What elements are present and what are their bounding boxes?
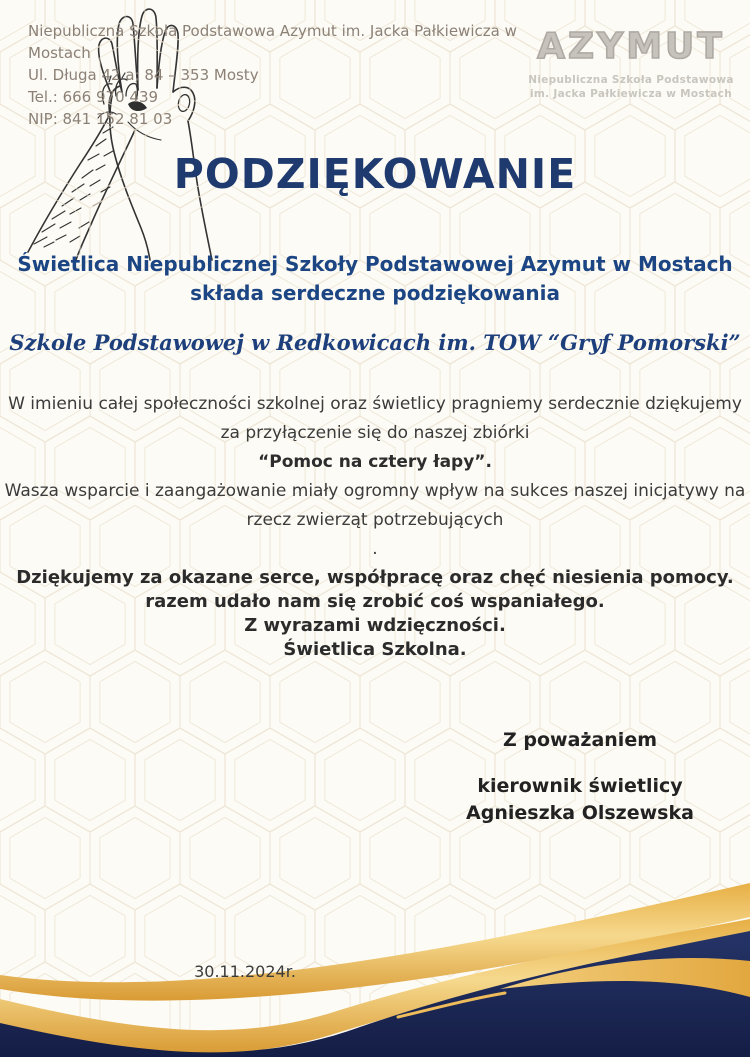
school-logo [524, 26, 738, 101]
body-line3: Wasza wsparcie i zaangażowanie miały ogromny wpływ na sukces naszej inicjatywy na [4, 481, 746, 501]
body-line4: rzecz zwierząt potrzebujących [246, 510, 504, 530]
intro-line1: Świetlica Niepublicznej Szkoły Podstawowej Azymut w Mostach [17, 252, 733, 276]
campaign-name: “Pomoc na cztery łapy”. [258, 452, 492, 472]
signer-role: kierownik świetlicy [477, 775, 683, 797]
thanks-line1: Dziękujemy za okazane serce, współpracę oraz chęć niesienia pomocy. [16, 567, 734, 588]
body-line1: W imieniu całej społeczności szkolnej oraz świetlicy pragniemy serdecznie dziękujemy [8, 394, 742, 414]
logo-subtitle-line2: im. Jacka Pałkiewicza w Mostach [530, 88, 732, 100]
document-date: 30.11.2024r. [194, 962, 296, 981]
logo-wordmark: AZYMUT [537, 26, 725, 67]
intro-line2: składa serdeczne podziękowania [190, 281, 560, 305]
school-phone-line: Tel.: 666 970 439 [28, 88, 159, 106]
page-title: PODZIĘKOWANIE [173, 150, 577, 198]
recipient-name: Szkole Podstawowej w Redkowicach im. TOW “Gryf Pomorski” [9, 330, 741, 355]
school-address-line: Ul. Długa 42 a; 84 – 353 Mosty [28, 66, 259, 84]
body-line2: za przyłączenie się do naszej zbiórki [220, 423, 530, 443]
thanks-paragraph [0, 566, 750, 662]
thanks-line3: Z wyrazami wdzięczności. [244, 615, 506, 636]
salutation: Z poważaniem [502, 729, 658, 751]
signer-name: Agnieszka Olszewska [466, 802, 694, 824]
school-nip-line: NIP: 841 152 81 03 [28, 110, 173, 128]
intro-paragraph [0, 250, 750, 308]
bottom-wave-decoration [0, 827, 750, 1057]
school-name-line: Niepubliczna Szkoła Podstawowa Azymut im. Jacka Pałkiewicza w Mostach [28, 22, 517, 62]
stray-dot: . [372, 539, 378, 559]
signature-block [440, 729, 720, 827]
thanks-line4: Świetlica Szkolna. [283, 639, 467, 660]
logo-subtitle [524, 73, 738, 101]
body-paragraphs [0, 390, 750, 564]
school-info-block [28, 20, 548, 130]
thanks-line2: razem udało nam się zrobić coś wspaniałego. [145, 591, 605, 612]
logo-subtitle-line1: Niepubliczna Szkoła Podstawowa [528, 74, 734, 86]
